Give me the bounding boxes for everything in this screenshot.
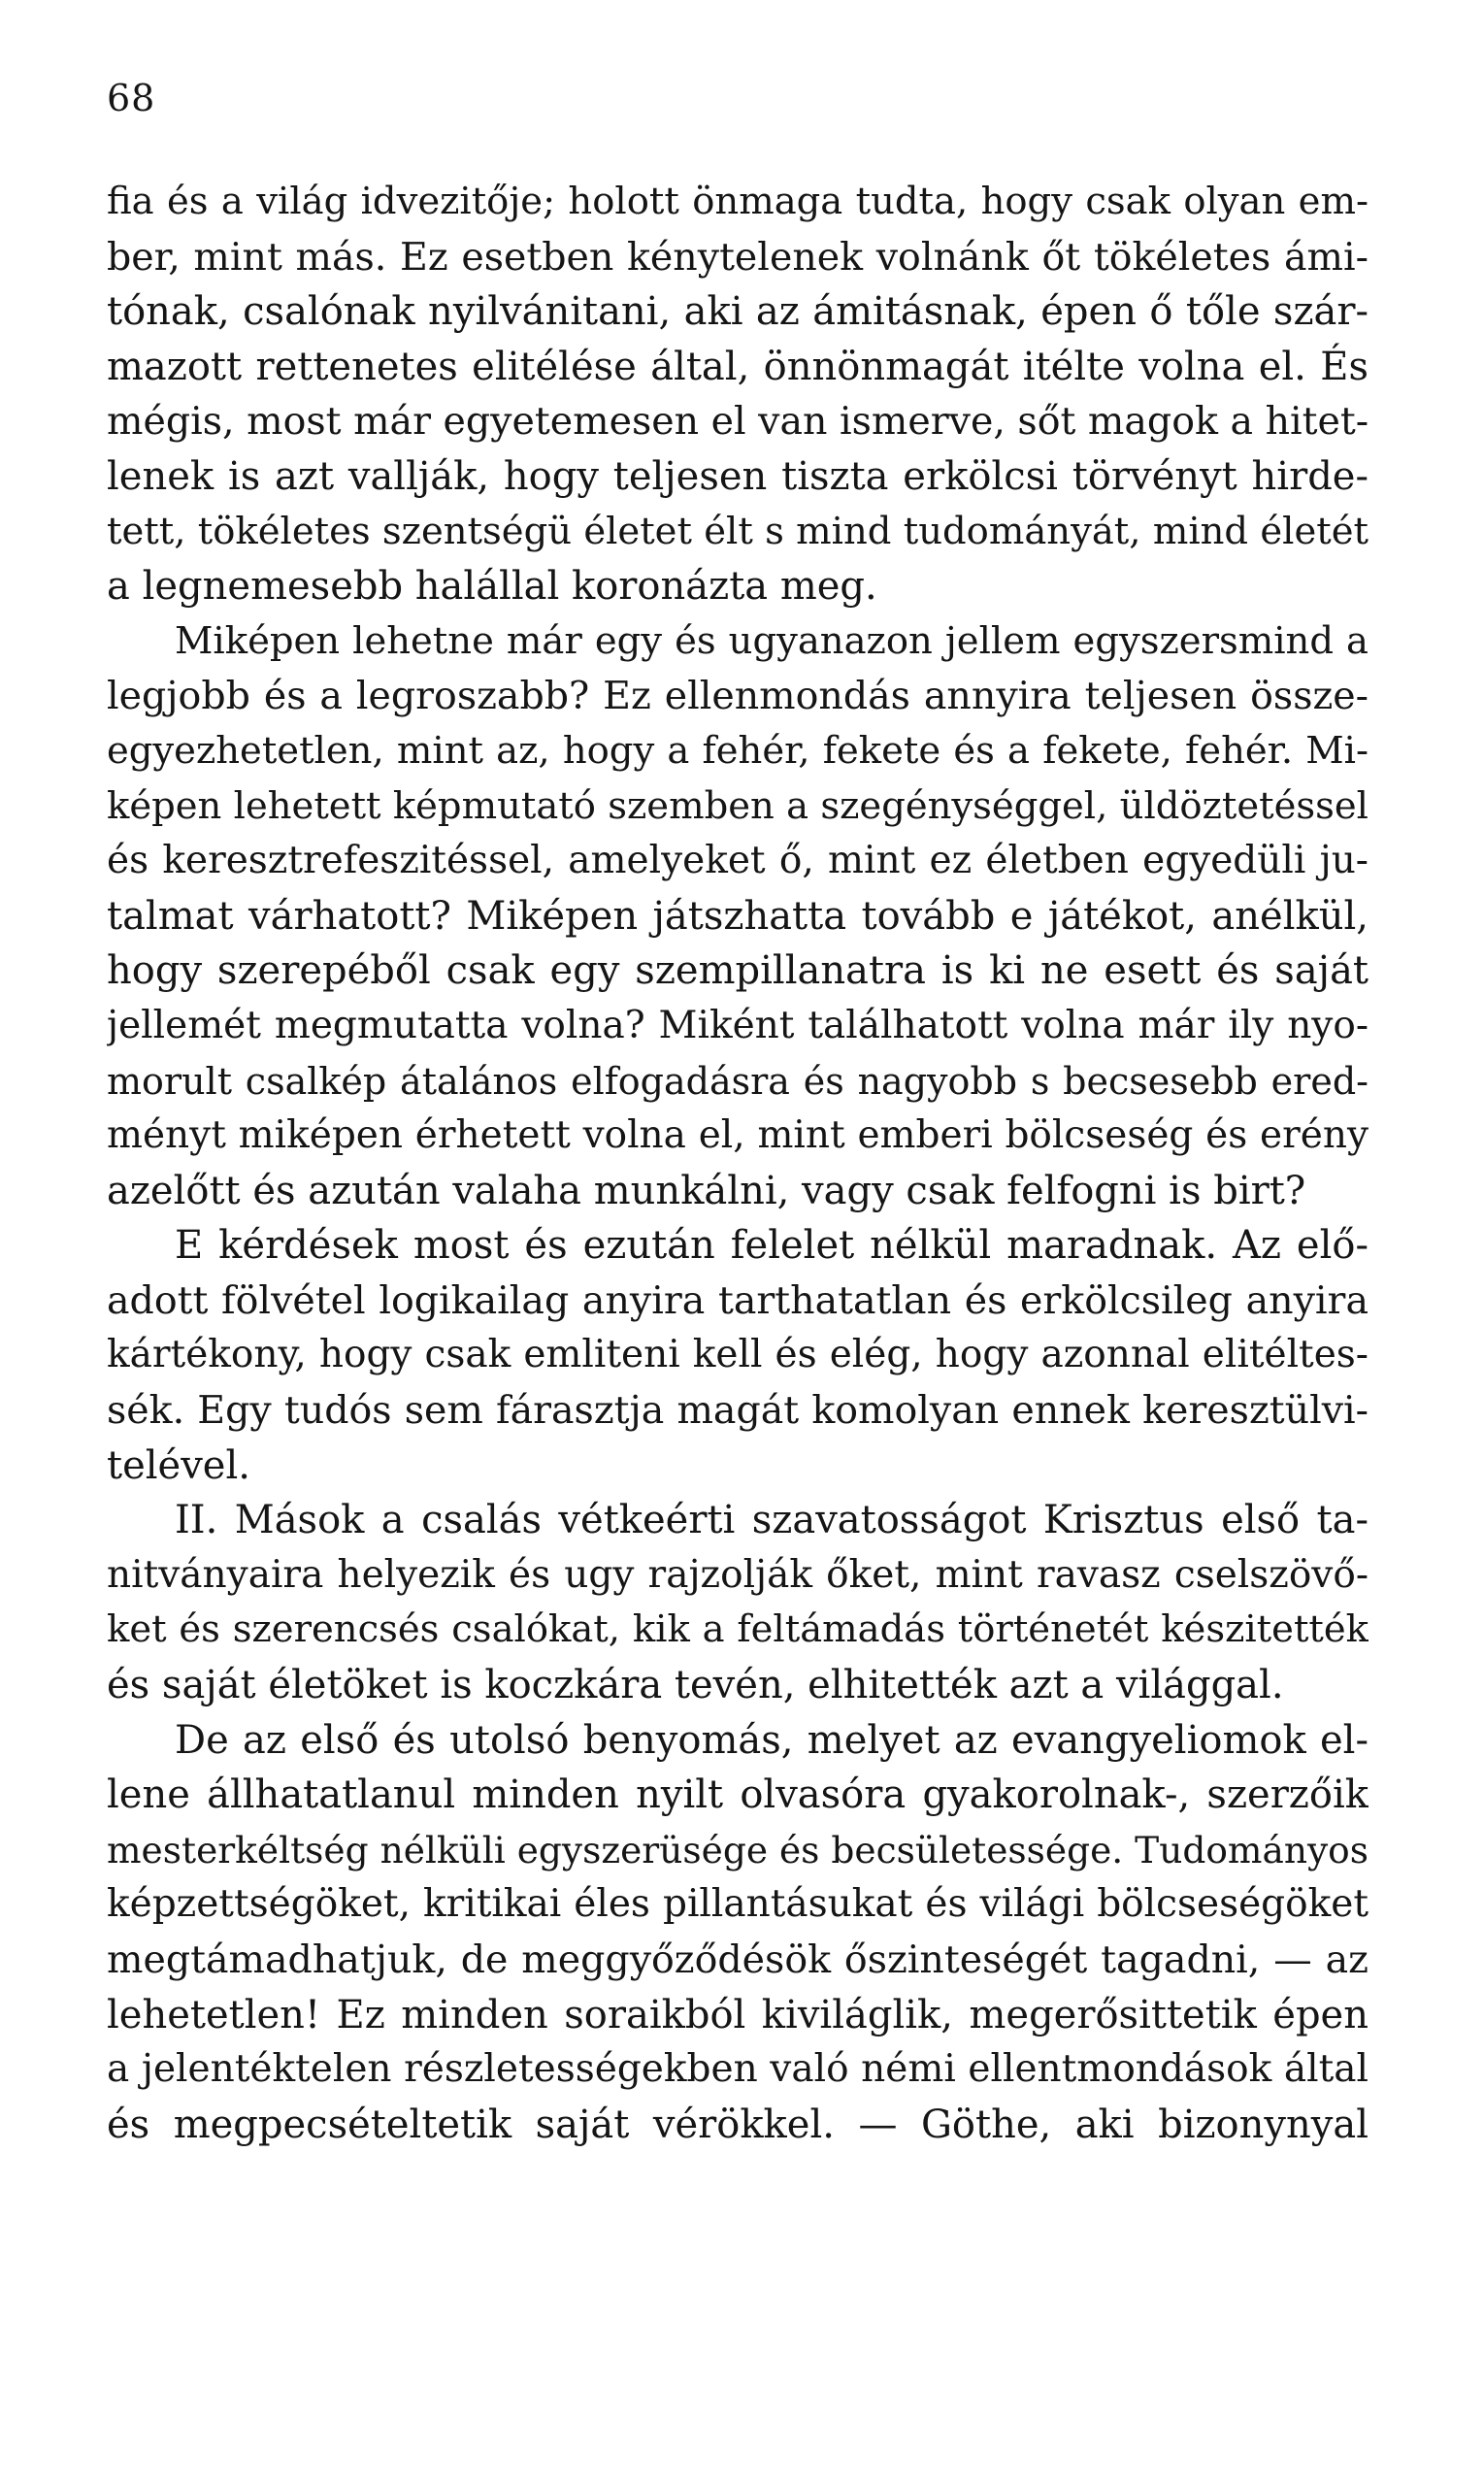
text-line: adott fölvétel logikailag anyira tarthatatlan és erkölcsileg anyira [107,1277,1369,1323]
text-line: mégis, most már egyetemesen el van ismerve, sőt magok a hitet- [107,399,1369,445]
text-line: képen lehetett képmutató szemben a szegénységgel, üldöztetéssel [107,783,1369,828]
text-line: lenek is azt vallják, hogy teljesen tiszta erkölcsi törvényt hirde- [107,453,1369,499]
text-line: és saját életöket is koczkára tevén, elhitették azt a világgal. [107,1663,1284,1708]
text-line: lehetetlen! Ez minden soraikból kiviláglik, megerősittetik épen [107,1992,1369,2037]
text-line: jellemét megmutatta volna? Miként találhatott volna már ily nyo- [107,1003,1369,1047]
text-line: morult csalkép átalános elfogadásra és nagyobb s becsesebb ered- [107,1059,1369,1103]
text-line: lene állhatatlanul minden nyilt olvasóra gyakorolnak-, szerzőik [107,1772,1369,1818]
text-line: egyezhetetlen, mint az, hogy a fehér, fekete és a fekete, fehér. Mi- [107,728,1369,773]
text-line: talmat várhatott? Miképen játszhatta tovább e játékot, anélkül, [107,893,1369,939]
text-line: sék. Egy tudós sem fárasztja magát komolyan ennek keresztülvi- [107,1388,1369,1434]
text-line: és megpecsételtetik saját vérökkel. — Göthe, aki bizonynyal [107,2102,1369,2147]
text-line: De az első és utolsó benyomás, melyet az evangyeliomok el- [175,1717,1369,1763]
text-line: kártékony, hogy csak emliteni kell és elég, hogy azonnal elitéltes- [107,1333,1369,1377]
text-line: Miképen lehetne már egy és ugyanazon jellem egyszersmind a [175,618,1369,663]
text-line: tónak, csalónak nyilvánitani, aki az ámitásnak, épen ő tőle szár- [107,289,1369,335]
text-line: telével. [107,1442,250,1488]
text-line: hogy szerepéből csak egy szempillanatra is ki ne esett és saját [107,948,1369,994]
text-line: legjobb és a legroszabb? Ez ellenmondás annyira teljesen össze- [107,674,1369,719]
text-line: a legnemesebb halállal koronázta meg. [107,564,877,610]
text-line: megtámadhatjuk, de meggyőződésök őszinteségét tagadni, — az [107,1938,1369,1982]
text-line: nitványaira helyezik és ugy rajzolják őket, mint ravasz cselszövő- [107,1552,1369,1597]
text-line: tett, tökéletes szentségü életet élt s mind tudományát, mind életét [107,509,1369,553]
body-text [107,175,1369,2152]
text-line: mesterkéltség nélküli egyszerüsége és becsületessége. Tudományos [107,1828,1369,1871]
text-line: és keresztrefeszitéssel, amelyeket ő, mint ez életben egyedüli ju- [107,839,1369,883]
text-line: ket és szerencsés csalókat, kik a feltámadás történetét készitették [107,1607,1369,1652]
text-line: azelőtt és azután valaha munkálni, vagy csak felfogni is birt? [107,1168,1306,1213]
text-line: ber, mint más. Ez esetben kénytelenek volnánk őt tökéletes ámi- [107,234,1369,280]
text-line: mazott rettenetes elitélése által, önnönmagát itélte volna el. És [107,344,1369,389]
text-line: fia és a világ idvezitője; holott önmaga tudta, hogy csak olyan em- [107,180,1369,223]
text-line: II. Mások a csalás vétkeérti szavatosságot Krisztus első ta- [175,1498,1369,1543]
page-number: 68 [107,77,156,119]
text-line: ményt miképen érhetett volna el, mint emberi bölcseség és erény [107,1113,1369,1158]
text-line: a jelentéktelen részletességekben való némi ellentmondások által [107,2047,1369,2092]
text-line: képzettségöket, kritikai éles pillantásukat és világi bölcseségöket [107,1882,1369,1927]
text-line: E kérdések most és ezután felelet nélkül maradnak. Az elő- [175,1223,1369,1269]
